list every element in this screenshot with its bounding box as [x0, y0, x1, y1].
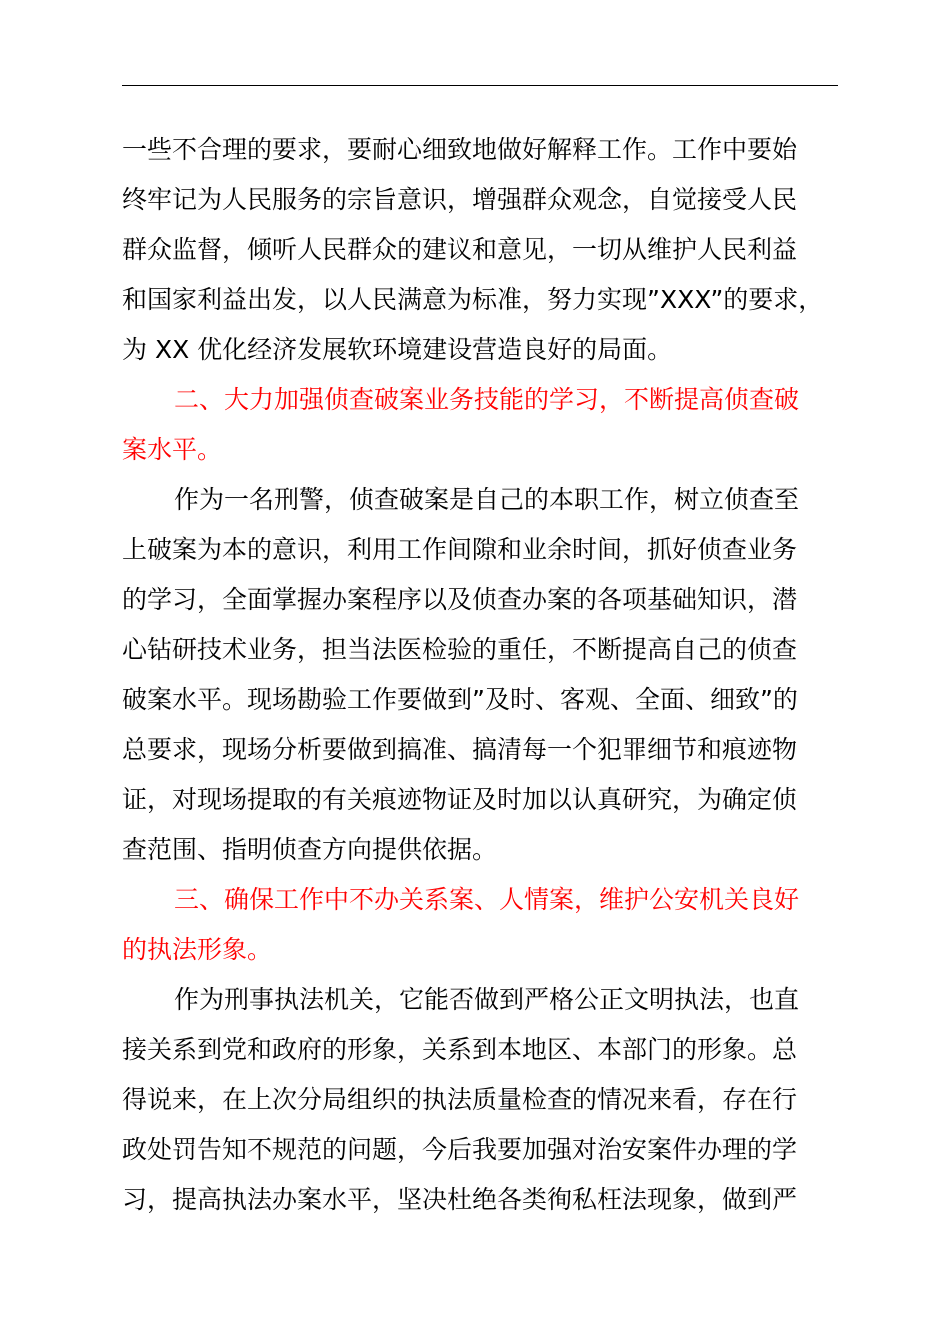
section-heading-3: [122, 875, 842, 975]
text-line: 总要求，现场分析要做到搞准、搞清每一个犯罪细节和痕迹物: [122, 735, 798, 764]
paragraph-continuation: [122, 125, 842, 375]
text-line: 作为刑事执法机关，它能否做到严格公正文明执法，也直: [174, 985, 800, 1014]
text-line: 作为一名刑警，侦查破案是自己的本职工作，树立侦查至: [174, 485, 800, 514]
heading-line: 案水平。: [122, 435, 223, 464]
section-heading-2: [122, 375, 842, 475]
paragraph-section-3: [122, 975, 842, 1225]
text-line: 破案水平。现场勘验工作要做到”及时、客观、全面、细致”的: [122, 685, 798, 714]
heading-line: 三、确保工作中不办关系案、人情案，维护公安机关良好: [174, 885, 800, 914]
text-line: 群众监督，倾听人民群众的建议和意见，一切从维护人民利益: [122, 235, 798, 264]
text-line: 的学习，全面掌握办案程序以及侦查办案的各项基础知识，潜: [122, 585, 798, 614]
text-line: 一些不合理的要求，要耐心细致地做好解释工作。工作中要始: [122, 135, 798, 164]
heading-line: 二、大力加强侦查破案业务技能的学习，不断提高侦查破: [174, 385, 800, 414]
text-line: 终牢记为人民服务的宗旨意识，增强群众观念，自觉接受人民: [122, 185, 798, 214]
text-line: 得说来，在上次分局组织的执法质量检查的情况来看，存在行: [122, 1085, 798, 1114]
text-line: 证，对现场提取的有关痕迹物证及时加以认真研究，为确定侦: [122, 785, 798, 814]
text-line: 心钻研技术业务，担当法医检验的重任，不断提高自己的侦查: [122, 635, 798, 664]
text-line: 查范围、指明侦查方向提供依据。: [122, 835, 498, 864]
paragraph-section-2: [122, 475, 842, 875]
text-line: 习，提高执法办案水平，坚决杜绝各类徇私枉法现象，做到严: [122, 1185, 798, 1214]
text-line: 为 XX 优化经济发展软环境建设营造良好的局面。: [122, 335, 673, 364]
header-rule: [122, 85, 838, 86]
heading-line: 的执法形象。: [122, 935, 273, 964]
document-body: [122, 125, 842, 1225]
text-line: 和国家利益出发，以人民满意为标准，努力实现”XXX”的要求，: [122, 285, 824, 314]
text-line: 接关系到党和政府的形象，关系到本地区、本部门的形象。总: [122, 1035, 798, 1064]
text-line: 上破案为本的意识，利用工作间隙和业余时间，抓好侦查业务: [122, 535, 798, 564]
text-line: 政处罚告知不规范的问题，今后我要加强对治安案件办理的学: [122, 1135, 798, 1164]
